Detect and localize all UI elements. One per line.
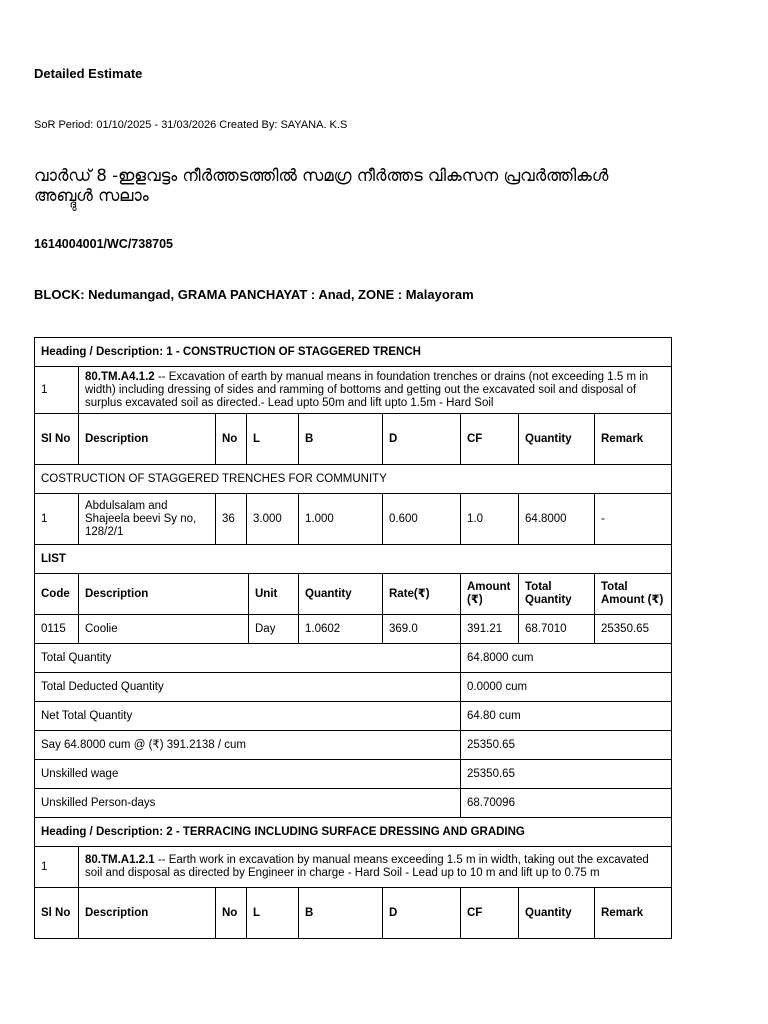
meas-no: 36 bbox=[216, 494, 247, 545]
item-row bbox=[35, 367, 672, 414]
work-name-line1: വാർഡ് 8 -ഇളവട്ടം നീർത്തടത്തിൽ സമഗ്ര നീർത്തട വികസന പ്രവർത്തികൾ bbox=[34, 166, 609, 185]
col-remark: Remark bbox=[595, 414, 672, 465]
summary-row bbox=[35, 760, 672, 789]
list-col-amount: Amount (₹) bbox=[461, 574, 519, 615]
item-text: -- Earth work in excavation by manual means exceeding 1.5 m in width, taking out the excavated soil and disposal as directed by Engineer in charge - Hard Soil - Lead up to 10 m and lift up to 0.75 m bbox=[85, 854, 649, 879]
summary-label: Unskilled Person-days bbox=[35, 789, 461, 818]
section-title: COSTRUCTION OF STAGGERED TRENCHES FOR COMMUNITY bbox=[35, 465, 672, 494]
list-col-code: Code bbox=[35, 574, 79, 615]
item-description bbox=[79, 367, 672, 414]
list-col-rate: Rate(₹) bbox=[383, 574, 461, 615]
measurement-header-row bbox=[35, 414, 672, 465]
item-text: -- Excavation of earth by manual means in foundation trenches or drains (not exceeding 1.5 m in width) including dressing of sides and ramming of bottoms and getting out the excavated soil and disposal of surplus excavated soil as directed.- Lead upto 50m and lift upto 1.5m - Hard Soil bbox=[85, 370, 649, 409]
heading-row bbox=[35, 818, 672, 847]
item-row bbox=[35, 847, 672, 888]
list-row bbox=[35, 615, 672, 644]
meas-cf: 1.0 bbox=[461, 494, 519, 545]
estimate-table bbox=[34, 337, 672, 939]
list-col-total-amount: Total Amount (₹) bbox=[595, 574, 672, 615]
meas-l: 3.000 bbox=[247, 494, 299, 545]
list-label-row bbox=[35, 545, 672, 574]
col-no: No bbox=[216, 888, 247, 939]
summary-label: Net Total Quantity bbox=[35, 702, 461, 731]
meas-quantity: 64.8000 bbox=[519, 494, 595, 545]
col-no: No bbox=[216, 414, 247, 465]
col-l: L bbox=[247, 888, 299, 939]
list-rate: 369.0 bbox=[383, 615, 461, 644]
measurement-row bbox=[35, 494, 672, 545]
summary-label: Unskilled wage bbox=[35, 760, 461, 789]
heading-1: Heading / Description: 1 - CONSTRUCTION OF STAGGERED TRENCH bbox=[35, 338, 672, 367]
heading-row bbox=[35, 338, 672, 367]
col-sl-no: Sl No bbox=[35, 888, 79, 939]
section-row bbox=[35, 465, 672, 494]
list-col-quantity: Quantity bbox=[299, 574, 383, 615]
summary-row bbox=[35, 702, 672, 731]
item-sl: 1 bbox=[35, 367, 79, 414]
list-unit: Day bbox=[249, 615, 299, 644]
col-d: D bbox=[383, 888, 461, 939]
item-code: 80.TM.A4.1.2 bbox=[85, 370, 155, 383]
col-description: Description bbox=[79, 414, 216, 465]
summary-value: 64.80 cum bbox=[461, 702, 672, 731]
list-amount: 391.21 bbox=[461, 615, 519, 644]
summary-value: 25350.65 bbox=[461, 760, 672, 789]
work-name-line2: അബ്ദുൾ സലാം bbox=[34, 186, 149, 205]
summary-row bbox=[35, 789, 672, 818]
summary-label: Total Deducted Quantity bbox=[35, 673, 461, 702]
col-quantity: Quantity bbox=[519, 888, 595, 939]
summary-value: 64.8000 cum bbox=[461, 644, 672, 673]
meas-remark: - bbox=[595, 494, 672, 545]
summary-row bbox=[35, 731, 672, 760]
col-quantity: Quantity bbox=[519, 414, 595, 465]
col-cf: CF bbox=[461, 888, 519, 939]
list-col-unit: Unit bbox=[249, 574, 299, 615]
list-quantity: 1.0602 bbox=[299, 615, 383, 644]
col-b: B bbox=[299, 414, 383, 465]
meas-sl: 1 bbox=[35, 494, 79, 545]
summary-value: 68.70096 bbox=[461, 789, 672, 818]
summary-row bbox=[35, 644, 672, 673]
work-name bbox=[34, 166, 724, 206]
list-code: 0115 bbox=[35, 615, 79, 644]
summary-label: Say 64.8000 cum @ (₹) 391.2138 / cum bbox=[35, 731, 461, 760]
list-header-row bbox=[35, 574, 672, 615]
col-cf: CF bbox=[461, 414, 519, 465]
col-remark: Remark bbox=[595, 888, 672, 939]
item-sl: 1 bbox=[35, 847, 79, 888]
col-b: B bbox=[299, 888, 383, 939]
meas-b: 1.000 bbox=[299, 494, 383, 545]
summary-value: 0.0000 cum bbox=[461, 673, 672, 702]
col-description: Description bbox=[79, 888, 216, 939]
col-sl-no: Sl No bbox=[35, 414, 79, 465]
block-line: BLOCK: Nedumangad, GRAMA PANCHAYAT : Anad, ZONE : Malayoram bbox=[34, 287, 474, 302]
col-d: D bbox=[383, 414, 461, 465]
summary-label: Total Quantity bbox=[35, 644, 461, 673]
list-col-description: Description bbox=[79, 574, 249, 615]
item-description bbox=[79, 847, 672, 888]
list-total-quantity: 68.7010 bbox=[519, 615, 595, 644]
summary-value: 25350.65 bbox=[461, 731, 672, 760]
work-code: 1614004001/WC/738705 bbox=[34, 237, 174, 251]
meas-description: Abdulsalam and Shajeela beevi Sy no, 128/2/1 bbox=[79, 494, 216, 545]
meas-d: 0.600 bbox=[383, 494, 461, 545]
list-col-total-quantity: Total Quantity bbox=[519, 574, 595, 615]
item-code: 80.TM.A1.2.1 bbox=[85, 854, 155, 866]
measurement-header-row bbox=[35, 888, 672, 939]
page-title: Detailed Estimate bbox=[34, 66, 143, 81]
col-l: L bbox=[247, 414, 299, 465]
list-label: LIST bbox=[35, 545, 672, 574]
summary-row bbox=[35, 673, 672, 702]
heading-2: Heading / Description: 2 - TERRACING INCLUDING SURFACE DRESSING AND GRADING bbox=[35, 818, 672, 847]
list-description: Coolie bbox=[79, 615, 249, 644]
sor-period: SoR Period: 01/10/2025 - 31/03/2026 Created By: SAYANA. K.S bbox=[34, 119, 348, 131]
list-total-amount: 25350.65 bbox=[595, 615, 672, 644]
